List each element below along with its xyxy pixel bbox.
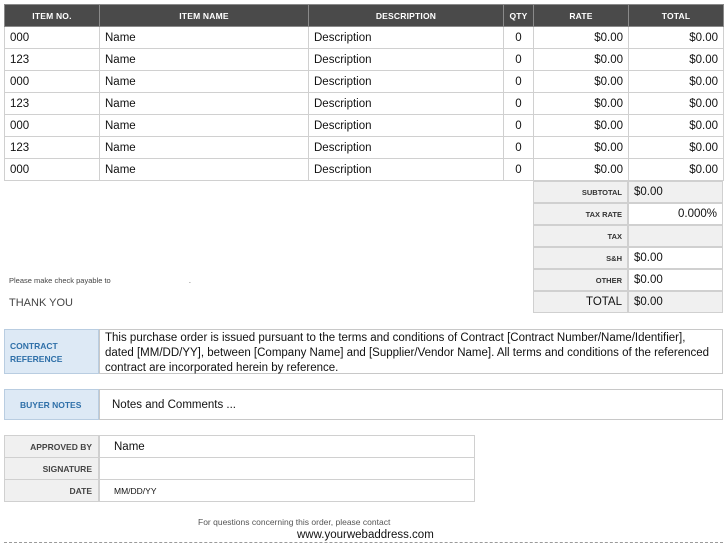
rate-cell[interactable]: $0.00 [534, 71, 629, 93]
qty-cell[interactable]: 0 [504, 27, 534, 49]
tax-rate-input[interactable]: 0.000% [628, 203, 723, 225]
signature-label: SIGNATURE [4, 457, 99, 480]
col-header-item-no: ITEM NO. [5, 5, 100, 27]
qty-cell[interactable]: 0 [504, 159, 534, 181]
qty-cell[interactable]: 0 [504, 137, 534, 159]
table-row [5, 49, 724, 71]
item-no-cell[interactable]: 000 [5, 71, 100, 93]
rate-cell[interactable]: $0.00 [534, 137, 629, 159]
rate-cell[interactable]: $0.00 [534, 93, 629, 115]
table-row [5, 27, 724, 49]
table-row [5, 137, 724, 159]
tax-label: TAX [533, 225, 628, 247]
tax-value [628, 225, 723, 247]
payable-text: Please make check payable to [9, 276, 111, 285]
items-header [5, 5, 724, 27]
total-label: TOTAL [533, 291, 628, 313]
date-label: DATE [4, 479, 99, 502]
qty-cell[interactable]: 0 [504, 71, 534, 93]
item-name-cell[interactable]: Name [100, 93, 309, 115]
subtotal-label: SUBTOTAL [533, 181, 628, 203]
item-name-cell[interactable]: Name [100, 137, 309, 159]
date-input[interactable]: MM/DD/YY [99, 479, 475, 502]
sh-label: S&H [533, 247, 628, 269]
col-header-item-name: ITEM NAME [100, 5, 309, 27]
rate-cell[interactable]: $0.00 [534, 115, 629, 137]
item-name-cell[interactable]: Name [100, 49, 309, 71]
item-no-cell[interactable]: 123 [5, 137, 100, 159]
description-cell[interactable]: Description [309, 27, 504, 49]
tax-rate-label: TAX RATE [533, 203, 628, 225]
table-row [5, 159, 724, 181]
line-total-cell: $0.00 [629, 159, 724, 181]
description-cell[interactable]: Description [309, 49, 504, 71]
item-no-cell[interactable]: 000 [5, 27, 100, 49]
items-table [4, 4, 724, 181]
buyer-notes-label: BUYER NOTES [4, 389, 99, 420]
col-header-qty: QTY [504, 5, 534, 27]
item-no-cell[interactable]: 000 [5, 159, 100, 181]
item-no-cell[interactable]: 123 [5, 49, 100, 71]
line-total-cell: $0.00 [629, 49, 724, 71]
grand-total-value: $0.00 [628, 291, 723, 313]
contract-reference-text[interactable]: This purchase order is issued pursuant to the terms and conditions of Contract [Contract Number/Name/Identifier], dated [MM/DD/YY], between [Company Name] and [Supplier/Vendor Name]. All terms and conditions of the referenced contract are incorporated herein by reference. [99, 329, 723, 374]
qty-cell[interactable]: 0 [504, 93, 534, 115]
thank-you-text: THANK YOU [9, 297, 73, 309]
table-row [5, 93, 724, 115]
contract-reference-label [4, 329, 99, 374]
payable-note [9, 276, 191, 285]
line-total-cell: $0.00 [629, 71, 724, 93]
description-cell[interactable]: Description [309, 159, 504, 181]
description-cell[interactable]: Description [309, 93, 504, 115]
payable-period: . [188, 276, 191, 285]
website-link[interactable]: www.yourwebaddress.com [297, 529, 434, 541]
col-header-description: DESCRIPTION [309, 5, 504, 27]
item-no-cell[interactable]: 000 [5, 115, 100, 137]
table-row [5, 71, 724, 93]
item-name-cell[interactable]: Name [100, 115, 309, 137]
description-cell[interactable]: Description [309, 115, 504, 137]
other-input[interactable]: $0.00 [628, 269, 723, 291]
rate-cell[interactable]: $0.00 [534, 159, 629, 181]
cut-line-divider [4, 542, 723, 543]
table-row [5, 115, 724, 137]
description-cell[interactable]: Description [309, 71, 504, 93]
subtotal-value: $0.00 [628, 181, 723, 203]
buyer-notes-input[interactable]: Notes and Comments ... [99, 389, 723, 420]
qty-cell[interactable]: 0 [504, 115, 534, 137]
col-header-rate: RATE [534, 5, 629, 27]
qty-cell[interactable]: 0 [504, 49, 534, 71]
description-cell[interactable]: Description [309, 137, 504, 159]
sh-input[interactable]: $0.00 [628, 247, 723, 269]
item-no-cell[interactable]: 123 [5, 93, 100, 115]
item-name-cell[interactable]: Name [100, 71, 309, 93]
contract-label-line1: CONTRACT [10, 341, 58, 351]
line-total-cell: $0.00 [629, 93, 724, 115]
rate-cell[interactable]: $0.00 [534, 27, 629, 49]
item-name-cell[interactable]: Name [100, 159, 309, 181]
line-total-cell: $0.00 [629, 137, 724, 159]
other-label: OTHER [533, 269, 628, 291]
rate-cell[interactable]: $0.00 [534, 49, 629, 71]
line-total-cell: $0.00 [629, 115, 724, 137]
contact-note: For questions concerning this order, please contact [198, 517, 391, 527]
line-total-cell: $0.00 [629, 27, 724, 49]
item-name-cell[interactable]: Name [100, 27, 309, 49]
approved-by-input[interactable]: Name [99, 435, 475, 458]
col-header-total: TOTAL [629, 5, 724, 27]
approved-by-label: APPROVED BY [4, 435, 99, 458]
contract-label-line2: REFERENCE [10, 354, 63, 364]
signature-input[interactable] [99, 457, 475, 480]
